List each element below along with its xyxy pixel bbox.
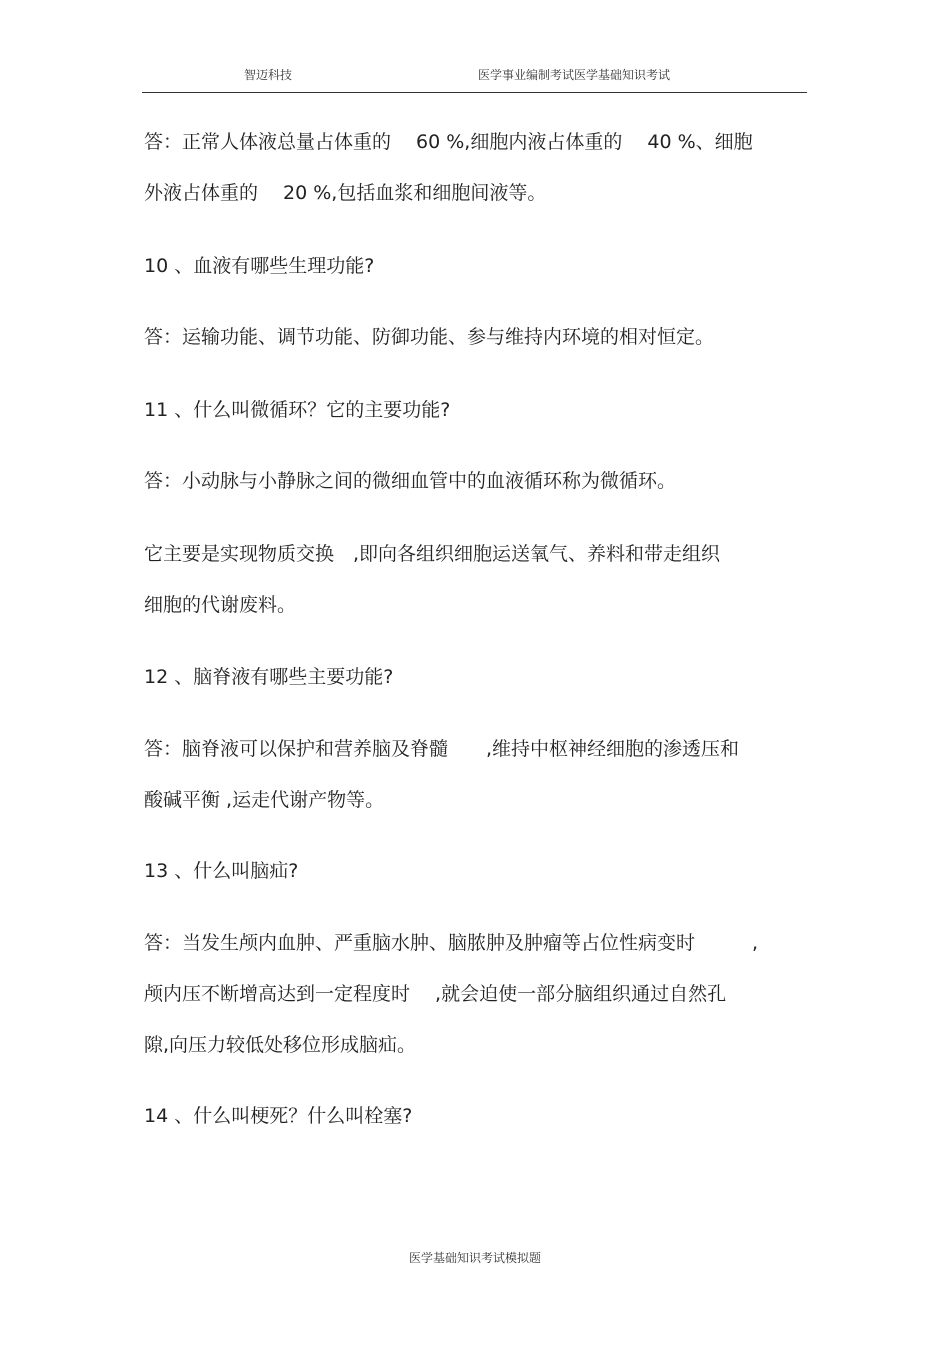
text-line: 它主要是实现物质交换 ,即向各组织细胞运送氧气、养料和带走组织 — [144, 543, 721, 565]
text-line: 答：正常人体液总量占体重的 60 %,细胞内液占体重的 40 %、细胞 — [144, 131, 753, 153]
question-11: 11 、什么叫微循环？它的主要功能? — [144, 399, 451, 421]
question-12: 12 、脑脊液有哪些主要功能? — [144, 666, 394, 688]
question-14: 14 、什么叫梗死？什么叫栓塞? — [144, 1105, 413, 1127]
text-line: 外液占体重的 20 %,包括血浆和细胞间液等。 — [144, 182, 547, 204]
answer-12: 答：脑脊液可以保护和营养脑及脊髓 ,维持中枢神经细胞的渗透压和 — [144, 738, 740, 760]
header-title: 医学事业编制考试医学基础知识考试 — [478, 68, 671, 82]
page-header — [142, 62, 807, 93]
answer-11: 答：小动脉与小静脉之间的微细血管中的血液循环称为微循环。 — [144, 470, 677, 492]
question-13: 13 、什么叫脑疝? — [144, 860, 299, 882]
text-line: 细胞的代谢废料。 — [144, 594, 297, 616]
answer-10: 答：运输功能、调节功能、防御功能、参与维持内环境的相对恒定。 — [144, 326, 715, 348]
text-line: 颅内压不断增高达到一定程度时 ,就会迫使一部分脑组织通过自然孔 — [144, 983, 727, 1005]
text-line: 隙,向压力较低处移位形成脑疝。 — [144, 1034, 417, 1056]
answer-13: 答：当发生颅内血肿、严重脑水肿、脑脓肿及肿瘤等占位性病变时 , — [144, 932, 759, 954]
text-line: 酸碱平衡 ,运走代谢产物等。 — [144, 789, 385, 811]
page-footer: 医学基础知识考试模拟题 — [408, 1251, 541, 1265]
question-10: 10 、血液有哪些生理功能? — [144, 255, 375, 277]
header-company: 智迈科技 — [244, 68, 293, 82]
